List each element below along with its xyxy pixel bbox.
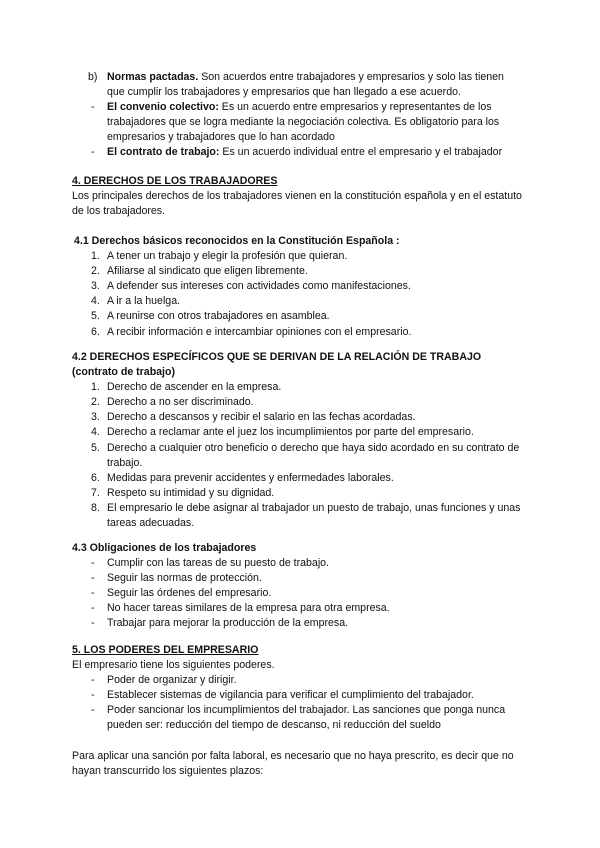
list-item-text: A reunirse con otros trabajadores en asamblea. [107, 310, 330, 323]
list-item-text: A defender sus intereses con actividades como manifestaciones. [107, 280, 411, 293]
list-number: 5. [91, 310, 100, 323]
list-item [0, 279, 600, 294]
list-item-text: Poder sancionar los incumplimientos del trabajador. Las sanciones que ponga nunca pueden ser: reducción del tiempo de descanso, ni reducción del sueldo [107, 704, 506, 732]
list-number: 3. [91, 280, 100, 293]
list-number: 2. [91, 265, 100, 278]
list-marker: - [91, 617, 95, 630]
section-heading: 4.2 DERECHOS ESPECÍFICOS QUE SE DERIVAN DE LA RELACIÓN DE TRABAJO [72, 351, 482, 363]
list-marker: b) [88, 71, 98, 83]
list-item-text: A tener un trabajo y elegir la profesión que quieran. [107, 250, 348, 263]
list-item [0, 380, 600, 395]
list-item [0, 100, 600, 145]
list-marker: - [91, 704, 95, 717]
list-item [0, 264, 600, 279]
list-item [0, 471, 600, 486]
definition: Es un acuerdo entre empresarios y representantes de los trabajadores que se logra mediante la negociación colectiva. Es obligatorio para los empresarios y trabajadores que lo han acordado [107, 101, 500, 144]
section-intro: El empresario tiene los siguientes poderes. [72, 659, 275, 672]
list-number: 7. [91, 486, 100, 499]
list-item-text: A recibir información e intercambiar opiniones con el empresario. [107, 325, 412, 338]
list-item [0, 249, 600, 264]
list-item [0, 441, 600, 471]
list-item [0, 616, 600, 631]
definition: Es un acuerdo individual entre el empresario y el trabajador [219, 146, 503, 159]
list-item [0, 395, 600, 410]
section-heading-sub: (contrato de trabajo) [72, 366, 175, 379]
list-item-text: Seguir las normas de protección. [107, 572, 262, 585]
section-heading: 4. DERECHOS DE LOS TRABAJADORES [72, 175, 278, 187]
section-intro: Los principales derechos de los trabajadores vienen en la constitución española y en el estatuto de los trabajadores. [72, 190, 522, 218]
list-number: 6. [91, 325, 100, 338]
closing-paragraph: Para aplicar una sanción por falta laboral, es necesario que no haya prescrito, es decir que no hayan transcurrido los siguientes plazos: [72, 749, 514, 777]
section-4-2 [0, 350, 600, 531]
list-marker: - [91, 572, 95, 585]
list-marker: - [91, 101, 95, 114]
list-marker: - [91, 146, 95, 159]
list-item-text: Derecho de ascender en la empresa. [107, 381, 282, 394]
legal-sources-list [0, 70, 600, 161]
list-item [0, 325, 600, 340]
term: El contrato de trabajo: [107, 146, 220, 159]
list-item-text: Trabajar para mejorar la producción de la empresa. [107, 617, 349, 630]
list-number: 1. [91, 250, 100, 263]
section-5 [0, 643, 600, 779]
list-item-text: No hacer tareas similares de la empresa para otra empresa. [107, 602, 390, 615]
list-item [0, 601, 600, 616]
list-item [0, 556, 600, 571]
list-item [0, 571, 600, 586]
list-item [0, 410, 600, 425]
list-marker: - [91, 602, 95, 615]
list-item-text: Medidas para prevenir accidentes y enfermedades laborales. [107, 471, 394, 484]
list-item-text: A ir a la huelga. [107, 295, 181, 308]
list-item-text: Derecho a cualquier otro beneficio o derecho que haya sido acordado en su contrato de trabajo. [107, 441, 520, 469]
list-item-text: Establecer sistemas de vigilancia para verificar el cumplimiento del trabajador. [107, 689, 474, 702]
list-item-text: El empresario le debe asignar al trabajador un puesto de trabajo, unas funciones y unas tareas adecuadas. [107, 501, 521, 530]
list-item [0, 425, 600, 440]
list-item-text: Seguir las órdenes del empresario. [107, 587, 272, 600]
section-4-1 [0, 234, 600, 340]
definition: Son acuerdos entre trabajadores y empresarios y solo las tienen que cumplir los trabajadores y empresarios que han llegado a ese acuerdo. [107, 71, 504, 99]
list-item [0, 688, 600, 703]
list-marker: - [91, 557, 95, 570]
list-marker: - [91, 674, 95, 687]
list-item-text: Derecho a descansos y recibir el salario en las fechas acordadas. [107, 411, 416, 424]
list-item [0, 501, 600, 531]
section-heading: 4.3 Obligaciones de los trabajadores [72, 542, 257, 554]
section-heading: 4.1 Derechos básicos reconocidos en la Constitución Española : [74, 235, 400, 247]
list-number: 2. [91, 396, 100, 409]
list-item-text: Cumplir con las tareas de su puesto de trabajo. [107, 557, 330, 570]
section-4-3 [0, 541, 600, 632]
list-number: 4. [91, 426, 100, 439]
list-number: 3. [91, 411, 100, 424]
list-item [0, 70, 600, 100]
list-item [0, 673, 600, 688]
list-marker: - [91, 689, 95, 702]
list-number: 1. [91, 381, 100, 394]
term: Normas pactadas. [107, 71, 199, 83]
list-item [0, 586, 600, 601]
list-item-text: Derecho a no ser discriminado. [107, 396, 254, 409]
list-item [0, 486, 600, 501]
list-item-text: Derecho a reclamar ante el juez los incumplimientos por parte del empresario. [107, 426, 474, 439]
list-item [0, 703, 600, 733]
list-item-text: Poder de organizar y dirigir. [107, 674, 237, 687]
term: El convenio colectivo: [107, 101, 219, 114]
list-item-text: Respeto su intimidad y su dignidad. [107, 486, 275, 499]
list-item [0, 145, 600, 160]
list-number: 6. [91, 471, 100, 484]
list-marker: - [91, 587, 95, 600]
section-4 [0, 174, 600, 219]
section-heading: 5. LOS PODERES DEL EMPRESARIO [72, 644, 259, 656]
list-number: 4. [91, 295, 100, 308]
list-number: 8. [91, 501, 100, 514]
list-item [0, 294, 600, 309]
list-item [0, 309, 600, 324]
list-number: 5. [91, 441, 100, 454]
list-item-text: Afiliarse al sindicato que eligen libremente. [107, 265, 308, 278]
